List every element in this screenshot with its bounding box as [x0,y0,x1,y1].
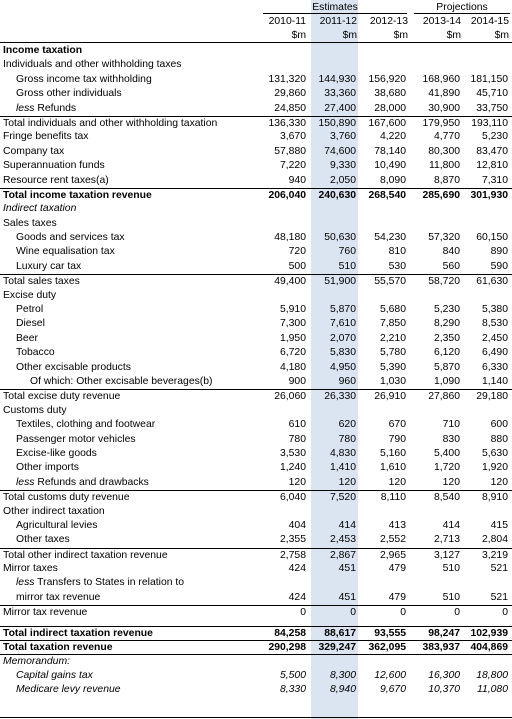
table-row [0,476,512,490]
row-value: 5,500 [279,669,306,681]
row-value: 80,300 [428,145,460,157]
row-value: 0 [400,607,406,619]
row-value: 0 [350,607,356,619]
table-row [0,73,512,87]
row-value: 900 [288,375,306,387]
row-value: 5,910 [279,304,306,316]
header-units [0,29,512,42]
row-value: 41,890 [428,88,460,100]
table-row [0,44,512,58]
row-label: Total indirect taxation revenue [3,627,153,639]
table-row [0,591,512,605]
row-label: less Refunds and drawbacks [16,476,149,488]
row-label: Gross income tax withholding [16,73,152,85]
row-value: 2,450 [481,332,508,344]
row-value: 12,810 [476,160,508,172]
row-label: Capital gains tax [16,669,93,681]
row-label: Total other indirect taxation revenue [3,549,168,561]
row-value: 2,210 [379,332,406,344]
header-divider [0,42,512,43]
row-value: 136,330 [268,117,306,129]
row-value: 6,720 [279,347,306,359]
row-value: 74,600 [324,145,356,157]
row-value: 5,390 [379,361,406,373]
row-value: 5,780 [379,347,406,359]
row-value: 670 [388,419,406,431]
row-value: 78,140 [374,145,406,157]
table-row [0,654,512,668]
year-2014-15: 2014-15 [470,16,509,27]
row-value: 1,610 [379,462,406,474]
row-label: Petrol [16,304,44,316]
row-value: 404,869 [470,642,508,654]
row-label: Mirror tax revenue [3,607,88,619]
row-value: 600 [490,419,508,431]
row-value: 5,870 [329,304,356,316]
row-value: 479 [388,563,406,575]
table-body [0,44,512,698]
group-estimates: Estimates [263,2,407,14]
row-value: 8,540 [433,492,460,504]
row-label: less Refunds [16,102,77,114]
table-row [0,490,512,504]
row-value: 414 [338,519,356,531]
row-label: Total excise duty revenue [3,391,121,403]
row-value: 3,670 [279,131,306,143]
row-value: 8,300 [329,669,356,681]
row-value: 7,610 [329,318,356,330]
row-label: Excise-like goods [16,447,97,459]
table-row [0,159,512,173]
row-label: Mirror taxes [3,563,58,575]
unit: $m [342,30,357,41]
row-value: 3,127 [433,549,460,561]
row-value: 5,680 [379,304,406,316]
row-value: 48,180 [274,232,306,244]
row-label: Gross other individuals [16,88,122,100]
row-label: Sales taxes [3,217,57,229]
row-value: 2,804 [481,534,508,546]
row-value: 4,180 [279,361,306,373]
row-value: 590 [490,260,508,272]
row-label: Beer [16,332,38,344]
row-label: Total sales taxes [3,276,80,288]
row-value: 8,290 [433,318,460,330]
table-row [0,274,512,288]
row-value: 181,150 [470,73,508,85]
row-value: 710 [442,419,460,431]
row-label: Passenger motor vehicles [16,433,136,445]
row-label: Diesel [16,318,45,330]
row-value: 451 [338,563,356,575]
row-value: 7,850 [379,318,406,330]
row-value: 7,310 [481,174,508,186]
row-value: 830 [442,433,460,445]
row-label: Memorandum: [3,656,70,668]
row-value: 131,320 [268,73,306,85]
row-value: 6,040 [279,492,306,504]
row-value: 329,247 [318,642,356,654]
unit: $m [393,30,408,41]
table-row [0,418,512,432]
row-value: 2,713 [433,534,460,546]
row-value: 301,930 [470,189,508,201]
table-row [0,58,512,72]
row-label: Customs duty [3,404,67,416]
row-value: 451 [338,591,356,603]
row-value: 4,950 [329,361,356,373]
table-row [0,145,512,159]
row-value: 240,630 [318,189,356,201]
row-value: 424 [288,563,306,575]
row-value: 18,800 [476,669,508,681]
row-value: 960 [338,375,356,387]
table-row [0,605,512,619]
table-row [0,375,512,389]
row-value: 150,890 [318,117,356,129]
row-value: 49,400 [274,276,306,288]
table-row [0,231,512,245]
row-value: 88,617 [324,627,356,639]
row-value: 510 [442,563,460,575]
table-row [0,202,512,216]
row-value: 93,555 [374,627,406,639]
row-value: 5,400 [433,447,460,459]
table-bottom-rule [0,717,512,718]
row-label: Other imports [16,462,79,474]
row-value: 4,220 [379,131,406,143]
table-row [0,505,512,519]
row-value: 4,830 [329,447,356,459]
row-value: 9,670 [379,684,406,696]
row-value: 5,160 [379,447,406,459]
row-value: 9,330 [329,160,356,172]
table-row [0,447,512,461]
row-label: less Transfers to States in relation to [16,577,185,589]
row-value: 45,710 [476,88,508,100]
row-value: 404 [288,519,306,531]
row-value: 290,298 [268,642,306,654]
row-value: 1,920 [481,462,508,474]
row-value: 16,300 [428,669,460,681]
row-value: 5,230 [481,131,508,143]
row-value: 54,230 [374,232,406,244]
row-value: 8,090 [379,174,406,186]
table-row [0,116,512,130]
row-value: 2,453 [329,534,356,546]
row-value: 0 [300,607,306,619]
row-label: Agricultural levies [16,519,98,531]
table-row [0,404,512,418]
row-value: 1,240 [279,462,306,474]
group-projections: Projections [414,2,510,14]
table-row [0,461,512,475]
row-value: 790 [388,433,406,445]
row-value: 3,219 [481,549,508,561]
row-value: 2,758 [279,549,306,561]
row-value: 8,530 [481,318,508,330]
row-value: 362,095 [368,642,406,654]
table-row [0,361,512,375]
row-value: 5,630 [481,447,508,459]
row-value: 120 [338,476,356,488]
row-value: 120 [388,476,406,488]
table-row [0,519,512,533]
row-value: 5,380 [481,304,508,316]
row-label: Wine equalisation tax [16,246,115,258]
year-2010-11: 2010-11 [268,16,306,27]
row-value: 530 [388,260,406,272]
row-label: Income taxation [3,45,83,56]
row-value: 479 [388,591,406,603]
table-row [0,289,512,303]
table-row [0,317,512,331]
row-value: 8,330 [279,684,306,696]
row-value: 424 [288,591,306,603]
row-value: 8,870 [433,174,460,186]
row-value: 179,950 [422,117,460,129]
row-value: 12,600 [374,669,406,681]
table-row [0,533,512,547]
table-row [0,433,512,447]
row-value: 521 [490,591,508,603]
row-label: mirror tax revenue [16,591,101,603]
year-2011-12: 2011-12 [319,16,357,27]
table-row [0,683,512,697]
row-label: Luxury car tax [16,260,82,272]
table-row [0,245,512,259]
table-header [0,0,512,42]
row-value: 60,150 [476,232,508,244]
row-label: Resource rent taxes(a) [3,174,109,186]
row-value: 2,350 [433,332,460,344]
row-value: 33,750 [476,102,508,114]
row-value: 521 [490,563,508,575]
row-value: 1,140 [481,375,508,387]
table-row [0,260,512,274]
year-2013-14: 2013-14 [422,16,461,27]
row-value: 3,530 [279,447,306,459]
row-value: 1,030 [379,375,406,387]
row-label: Textiles, clothing and footwear [16,419,156,431]
row-value: 98,247 [428,627,460,639]
row-label: Other excisable products [16,361,131,373]
row-label: Individuals and other withholding taxes [3,59,182,71]
row-value: 1,410 [329,462,356,474]
row-value: 720 [288,246,306,258]
row-value: 168,960 [422,73,460,85]
row-value: 285,690 [422,189,460,201]
row-value: 33,360 [324,88,356,100]
row-value: 510 [338,260,356,272]
row-value: 26,330 [324,391,356,403]
row-value: 10,490 [374,160,406,172]
row-label: Other indirect taxation [3,505,105,517]
row-value: 120 [442,476,460,488]
row-label: Medicare levy revenue [16,684,121,696]
row-value: 0 [502,607,508,619]
row-value: 415 [490,519,508,531]
row-value: 1,720 [433,462,460,474]
row-value: 2,355 [279,534,306,546]
row-value: 120 [490,476,508,488]
row-label: Goods and services tax [16,232,125,244]
row-value: 28,000 [374,102,406,114]
table-row [0,303,512,317]
row-value: 30,900 [428,102,460,114]
row-value: 6,330 [481,361,508,373]
row-value: 4,770 [433,131,460,143]
row-value: 6,490 [481,347,508,359]
row-value: 940 [288,174,306,186]
table-row [0,174,512,188]
row-value: 29,860 [274,88,306,100]
table-row [0,548,512,562]
row-label: Total taxation revenue [3,642,113,654]
row-value: 413 [388,519,406,531]
row-value: 840 [442,246,460,258]
row-value: 83,470 [476,145,508,157]
row-value: 500 [288,260,306,272]
row-value: 26,910 [374,391,406,403]
row-value: 268,540 [368,189,406,201]
row-value: 27,400 [324,102,356,114]
row-value: 8,110 [380,492,406,504]
row-value: 55,570 [374,276,406,288]
row-label: Total customs duty revenue [3,492,130,504]
table-row [0,640,512,654]
row-value: 102,939 [470,627,508,639]
row-value: 7,300 [279,318,306,330]
table-row [0,217,512,231]
table-row [0,669,512,683]
row-value: 206,040 [268,189,306,201]
header-years [0,15,512,28]
unit: $m [446,30,461,41]
table-row [0,626,512,640]
row-value: 5,870 [433,361,460,373]
table-row [0,102,512,116]
year-2012-13: 2012-13 [369,16,408,27]
row-value: 29,180 [476,391,508,403]
row-value: 3,760 [329,131,356,143]
row-value: 383,937 [422,642,460,654]
row-value: 50,630 [324,232,356,244]
row-value: 510 [442,591,460,603]
table-row [0,576,512,590]
row-value: 156,920 [368,73,406,85]
row-value: 27,860 [428,391,460,403]
row-label: Tobacco [16,347,55,359]
row-value: 2,965 [379,549,406,561]
row-value: 8,940 [329,684,356,696]
row-value: 2,867 [329,549,356,561]
row-value: 620 [338,419,356,431]
table-row [0,346,512,360]
row-value: 1,090 [433,375,460,387]
row-value: 0 [454,607,460,619]
row-value: 57,320 [428,232,460,244]
row-value: 780 [288,433,306,445]
row-label: Company tax [3,145,65,157]
table-row [0,130,512,144]
row-value: 1,950 [279,332,306,344]
row-value: 414 [442,519,460,531]
row-value: 120 [288,476,306,488]
row-value: 5,830 [329,347,356,359]
row-label: Fringe benefits tax [3,131,89,143]
row-value: 610 [288,419,306,431]
row-value: 560 [442,260,460,272]
row-value: 84,258 [274,627,306,639]
row-value: 167,600 [368,117,406,129]
row-value: 58,720 [428,276,460,288]
row-value: 11,080 [476,684,508,696]
row-value: 7,220 [279,160,306,172]
row-label: Indirect taxation [3,203,77,215]
row-label: Excise duty [3,289,57,301]
row-label: Total individuals and other withholding taxation [3,117,218,129]
row-value: 890 [490,246,508,258]
row-value: 8,910 [481,492,508,504]
row-value: 57,880 [274,145,306,157]
table-row [0,562,512,576]
row-value: 2,050 [329,174,356,186]
row-label: Superannuation funds [3,160,105,172]
row-value: 5,230 [433,304,460,316]
table-row [0,87,512,101]
table-row [0,332,512,346]
row-value: 780 [338,433,356,445]
unit: $m [291,30,306,41]
row-value: 26,060 [274,391,306,403]
row-label: Other taxes [16,534,70,546]
row-value: 24,850 [274,102,306,114]
row-value: 51,900 [324,276,356,288]
row-value: 880 [490,433,508,445]
row-label: Total income taxation revenue [3,189,152,201]
row-value: 193,110 [471,117,508,129]
row-value: 10,370 [428,684,460,696]
unit: $m [494,30,509,41]
row-value: 7,520 [329,492,356,504]
row-label: Of which: Other excisable beverages(b) [30,375,213,387]
row-value: 810 [388,246,406,258]
row-value: 6,120 [433,347,460,359]
table-row [0,188,512,202]
row-value: 2,070 [329,332,356,344]
table-row [0,389,512,403]
row-value: 61,630 [476,276,508,288]
row-value: 144,930 [318,73,356,85]
row-value: 38,680 [374,88,406,100]
row-value: 2,552 [379,534,406,546]
row-value: 11,800 [428,160,460,172]
row-value: 760 [338,246,356,258]
